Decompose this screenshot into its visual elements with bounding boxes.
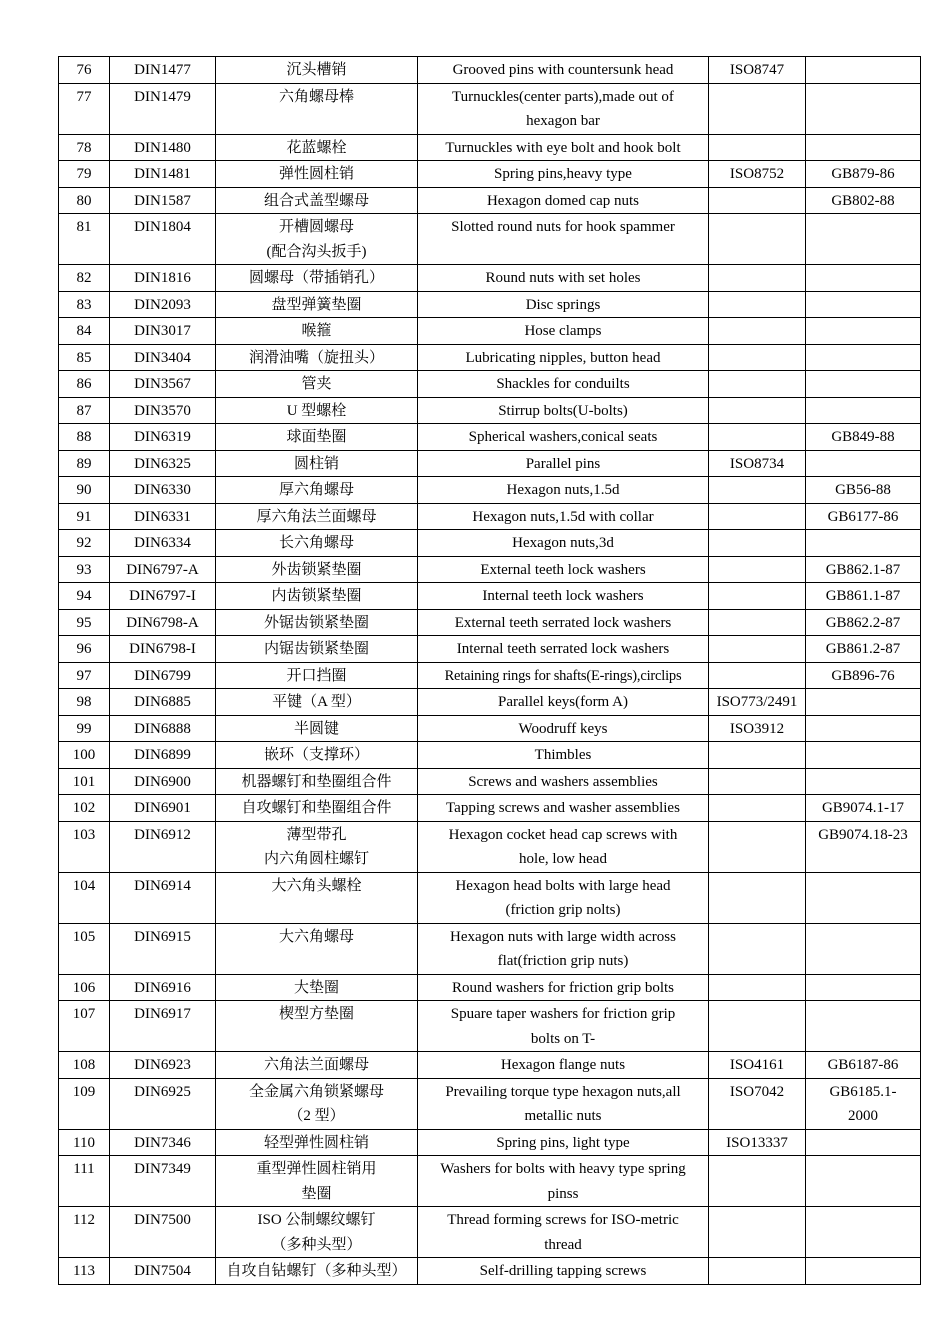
english-name-cell: Spring pins,heavy type: [418, 161, 709, 188]
gb-code-cell: [806, 1156, 921, 1207]
gb-code-cell: [806, 291, 921, 318]
chinese-name-cell: 圆柱销: [216, 450, 418, 477]
row-number-cell: 111: [59, 1156, 110, 1207]
chinese-name-cell: 嵌环（支撑环）: [216, 742, 418, 769]
din-code-cell: DIN1480: [110, 134, 216, 161]
gb-code-cell: [806, 344, 921, 371]
table-row: [59, 1258, 921, 1285]
table-row: [59, 872, 921, 923]
english-name-cell: Internal teeth serrated lock washers: [418, 636, 709, 663]
gb-code-cell: GB849-88: [806, 424, 921, 451]
row-number-cell: 110: [59, 1129, 110, 1156]
iso-code-cell: [709, 556, 806, 583]
table-row: [59, 1001, 921, 1052]
iso-code-cell: [709, 503, 806, 530]
din-code-cell: DIN6798-I: [110, 636, 216, 663]
english-name-cell: Hexagon nuts,3d: [418, 530, 709, 557]
chinese-name-cell: 自攻螺钉和垫圈组合件: [216, 795, 418, 822]
table-row: [59, 1052, 921, 1079]
din-code-cell: DIN6916: [110, 974, 216, 1001]
din-code-cell: DIN3567: [110, 371, 216, 398]
table-row: [59, 344, 921, 371]
iso-code-cell: [709, 530, 806, 557]
chinese-name-cell: 半圆键: [216, 715, 418, 742]
chinese-name-cell: 沉头槽销: [216, 57, 418, 84]
din-code-cell: DIN6899: [110, 742, 216, 769]
english-name-cell: Round nuts with set holes: [418, 265, 709, 292]
chinese-name-cell: 球面垫圈: [216, 424, 418, 451]
table-row: [59, 187, 921, 214]
gb-code-cell: [806, 742, 921, 769]
chinese-name-cell: 重型弹性圆柱销用 垫圈: [216, 1156, 418, 1207]
iso-code-cell: ISO773/2491: [709, 689, 806, 716]
din-code-cell: DIN6334: [110, 530, 216, 557]
row-number-cell: 90: [59, 477, 110, 504]
din-code-cell: DIN2093: [110, 291, 216, 318]
english-name-cell: Hexagon nuts with large width across flat(friction grip nuts): [418, 923, 709, 974]
iso-code-cell: [709, 974, 806, 1001]
table-row: [59, 503, 921, 530]
chinese-name-cell: 管夹: [216, 371, 418, 398]
chinese-name-cell: 自攻自钻螺钉（多种头型）: [216, 1258, 418, 1285]
gb-code-cell: GB6177-86: [806, 503, 921, 530]
row-number-cell: 79: [59, 161, 110, 188]
iso-code-cell: [709, 397, 806, 424]
din-code-cell: DIN6900: [110, 768, 216, 795]
iso-code-cell: [709, 1258, 806, 1285]
row-number-cell: 96: [59, 636, 110, 663]
table-row: [59, 530, 921, 557]
english-name-cell: Hexagon head bolts with large head (friction grip nolts): [418, 872, 709, 923]
chinese-name-cell: 楔型方垫圈: [216, 1001, 418, 1052]
table-row: [59, 371, 921, 398]
english-name-cell: Turnuckles(center parts),made out of hexagon bar: [418, 83, 709, 134]
table-row: [59, 318, 921, 345]
gb-code-cell: [806, 1258, 921, 1285]
chinese-name-cell: 六角法兰面螺母: [216, 1052, 418, 1079]
english-name-cell: Spring pins, light type: [418, 1129, 709, 1156]
row-number-cell: 93: [59, 556, 110, 583]
chinese-name-cell: 全金属六角锁紧螺母 （2 型）: [216, 1078, 418, 1129]
chinese-name-cell: 长六角螺母: [216, 530, 418, 557]
chinese-name-cell: 内锯齿锁紧垫圈: [216, 636, 418, 663]
din-code-cell: DIN6330: [110, 477, 216, 504]
iso-code-cell: [709, 344, 806, 371]
row-number-cell: 101: [59, 768, 110, 795]
english-name-cell: External teeth serrated lock washers: [418, 609, 709, 636]
gb-code-cell: GB9074.1-17: [806, 795, 921, 822]
iso-code-cell: [709, 83, 806, 134]
row-number-cell: 89: [59, 450, 110, 477]
table-row: [59, 609, 921, 636]
iso-code-cell: [709, 872, 806, 923]
table-row: [59, 1156, 921, 1207]
iso-code-cell: ISO8734: [709, 450, 806, 477]
row-number-cell: 113: [59, 1258, 110, 1285]
iso-code-cell: [709, 609, 806, 636]
chinese-name-cell: 大垫圈: [216, 974, 418, 1001]
din-code-cell: DIN1816: [110, 265, 216, 292]
english-name-cell: Prevailing torque type hexagon nuts,all metallic nuts: [418, 1078, 709, 1129]
iso-code-cell: [709, 214, 806, 265]
gb-code-cell: [806, 974, 921, 1001]
chinese-name-cell: 弹性圆柱销: [216, 161, 418, 188]
din-code-cell: DIN7349: [110, 1156, 216, 1207]
gb-code-cell: GB861.2-87: [806, 636, 921, 663]
din-code-cell: DIN6325: [110, 450, 216, 477]
din-code-cell: DIN1479: [110, 83, 216, 134]
iso-code-cell: [709, 1207, 806, 1258]
iso-code-cell: [709, 134, 806, 161]
gb-code-cell: GB56-88: [806, 477, 921, 504]
gb-code-cell: [806, 530, 921, 557]
table-row: [59, 161, 921, 188]
gb-code-cell: GB879-86: [806, 161, 921, 188]
english-name-cell: Spuare taper washers for friction grip bolts on T-: [418, 1001, 709, 1052]
din-code-cell: DIN7504: [110, 1258, 216, 1285]
english-name-cell: Grooved pins with countersunk head: [418, 57, 709, 84]
english-name-cell: Self-drilling tapping screws: [418, 1258, 709, 1285]
english-name-cell: Screws and washers assemblies: [418, 768, 709, 795]
english-name-cell: Parallel keys(form A): [418, 689, 709, 716]
din-code-cell: DIN6797-I: [110, 583, 216, 610]
english-name-cell: Lubricating nipples, button head: [418, 344, 709, 371]
iso-code-cell: [709, 923, 806, 974]
table-row: [59, 424, 921, 451]
iso-code-cell: [709, 1001, 806, 1052]
table-row: [59, 662, 921, 689]
row-number-cell: 85: [59, 344, 110, 371]
din-code-cell: DIN3570: [110, 397, 216, 424]
english-name-cell: Hose clamps: [418, 318, 709, 345]
row-number-cell: 86: [59, 371, 110, 398]
chinese-name-cell: 六角螺母棒: [216, 83, 418, 134]
gb-code-cell: [806, 768, 921, 795]
iso-code-cell: [709, 583, 806, 610]
chinese-name-cell: 内齿锁紧垫圈: [216, 583, 418, 610]
iso-code-cell: [709, 742, 806, 769]
chinese-name-cell: 厚六角法兰面螺母: [216, 503, 418, 530]
row-number-cell: 105: [59, 923, 110, 974]
gb-code-cell: [806, 689, 921, 716]
row-number-cell: 100: [59, 742, 110, 769]
table-row: [59, 1078, 921, 1129]
din-code-cell: DIN6797-A: [110, 556, 216, 583]
iso-code-cell: [709, 424, 806, 451]
table-row: [59, 715, 921, 742]
english-name-cell: Parallel pins: [418, 450, 709, 477]
row-number-cell: 109: [59, 1078, 110, 1129]
din-code-cell: DIN1477: [110, 57, 216, 84]
english-name-cell: Retaining rings for shafts(E-rings),circlips: [418, 662, 709, 689]
gb-code-cell: [806, 214, 921, 265]
gb-code-cell: [806, 134, 921, 161]
gb-code-cell: [806, 1129, 921, 1156]
table-row: [59, 821, 921, 872]
row-number-cell: 107: [59, 1001, 110, 1052]
table-row: [59, 974, 921, 1001]
gb-code-cell: [806, 450, 921, 477]
din-code-cell: DIN6914: [110, 872, 216, 923]
gb-code-cell: [806, 923, 921, 974]
chinese-name-cell: 大六角螺母: [216, 923, 418, 974]
din-code-cell: DIN6901: [110, 795, 216, 822]
table-row: [59, 1207, 921, 1258]
table-row: [59, 795, 921, 822]
table-row: [59, 923, 921, 974]
chinese-name-cell: 开槽圆螺母 (配合沟头扳手): [216, 214, 418, 265]
english-name-cell: Hexagon cocket head cap screws with hole, low head: [418, 821, 709, 872]
table-row: [59, 583, 921, 610]
english-name-cell: Woodruff keys: [418, 715, 709, 742]
chinese-name-cell: 开口挡圈: [216, 662, 418, 689]
row-number-cell: 76: [59, 57, 110, 84]
gb-code-cell: GB6187-86: [806, 1052, 921, 1079]
table-row: [59, 83, 921, 134]
chinese-name-cell: 组合式盖型螺母: [216, 187, 418, 214]
gb-code-cell: GB862.1-87: [806, 556, 921, 583]
english-name-cell: Round washers for friction grip bolts: [418, 974, 709, 1001]
din-code-cell: DIN6912: [110, 821, 216, 872]
din-code-cell: DIN1481: [110, 161, 216, 188]
din-code-cell: DIN7346: [110, 1129, 216, 1156]
din-code-cell: DIN3017: [110, 318, 216, 345]
gb-code-cell: GB862.2-87: [806, 609, 921, 636]
chinese-name-cell: 外齿锁紧垫圈: [216, 556, 418, 583]
iso-code-cell: [709, 187, 806, 214]
chinese-name-cell: 大六角头螺栓: [216, 872, 418, 923]
row-number-cell: 97: [59, 662, 110, 689]
iso-code-cell: [709, 477, 806, 504]
english-name-cell: Hexagon flange nuts: [418, 1052, 709, 1079]
row-number-cell: 98: [59, 689, 110, 716]
gb-code-cell: [806, 1207, 921, 1258]
chinese-name-cell: 厚六角螺母: [216, 477, 418, 504]
iso-code-cell: [709, 265, 806, 292]
table-row: [59, 742, 921, 769]
english-name-cell: External teeth lock washers: [418, 556, 709, 583]
iso-code-cell: ISO3912: [709, 715, 806, 742]
iso-code-cell: [709, 371, 806, 398]
gb-code-cell: GB9074.18-23: [806, 821, 921, 872]
row-number-cell: 112: [59, 1207, 110, 1258]
row-number-cell: 106: [59, 974, 110, 1001]
iso-code-cell: [709, 291, 806, 318]
din-code-cell: DIN6917: [110, 1001, 216, 1052]
din-code-cell: DIN6331: [110, 503, 216, 530]
gb-code-cell: GB802-88: [806, 187, 921, 214]
row-number-cell: 104: [59, 872, 110, 923]
din-code-cell: DIN6915: [110, 923, 216, 974]
iso-code-cell: [709, 662, 806, 689]
gb-code-cell: [806, 872, 921, 923]
gb-code-cell: [806, 265, 921, 292]
chinese-name-cell: 薄型带孔 内六角圆柱螺钉: [216, 821, 418, 872]
din-code-cell: DIN6319: [110, 424, 216, 451]
row-number-cell: 84: [59, 318, 110, 345]
row-number-cell: 82: [59, 265, 110, 292]
gb-code-cell: [806, 1001, 921, 1052]
table-row: [59, 291, 921, 318]
table-row: [59, 689, 921, 716]
row-number-cell: 94: [59, 583, 110, 610]
row-number-cell: 87: [59, 397, 110, 424]
chinese-name-cell: 润滑油嘴（旋扭头）: [216, 344, 418, 371]
iso-code-cell: ISO13337: [709, 1129, 806, 1156]
standards-table: [58, 56, 921, 1285]
din-code-cell: DIN6885: [110, 689, 216, 716]
iso-code-cell: [709, 795, 806, 822]
english-name-cell: Hexagon domed cap nuts: [418, 187, 709, 214]
gb-code-cell: [806, 397, 921, 424]
chinese-name-cell: 外锯齿锁紧垫圈: [216, 609, 418, 636]
english-name-cell: Slotted round nuts for hook spammer: [418, 214, 709, 265]
iso-code-cell: ISO8752: [709, 161, 806, 188]
table-row: [59, 57, 921, 84]
english-name-cell: Stirrup bolts(U-bolts): [418, 397, 709, 424]
english-name-cell: Washers for bolts with heavy type spring pinss: [418, 1156, 709, 1207]
iso-code-cell: [709, 821, 806, 872]
din-code-cell: DIN7500: [110, 1207, 216, 1258]
iso-code-cell: [709, 768, 806, 795]
iso-code-cell: ISO7042: [709, 1078, 806, 1129]
english-name-cell: Disc springs: [418, 291, 709, 318]
gb-code-cell: [806, 318, 921, 345]
din-code-cell: DIN6888: [110, 715, 216, 742]
english-name-cell: Hexagon nuts,1.5d with collar: [418, 503, 709, 530]
table-body: [59, 57, 921, 1285]
table-row: [59, 450, 921, 477]
iso-code-cell: [709, 318, 806, 345]
row-number-cell: 80: [59, 187, 110, 214]
gb-code-cell: [806, 57, 921, 84]
row-number-cell: 81: [59, 214, 110, 265]
gb-code-cell: GB6185.1- 2000: [806, 1078, 921, 1129]
chinese-name-cell: 平键（A 型）: [216, 689, 418, 716]
din-code-cell: DIN1804: [110, 214, 216, 265]
table-row: [59, 768, 921, 795]
gb-code-cell: [806, 371, 921, 398]
table-row: [59, 214, 921, 265]
chinese-name-cell: U 型螺栓: [216, 397, 418, 424]
english-name-cell: Shackles for conduilts: [418, 371, 709, 398]
chinese-name-cell: 盘型弹簧垫圈: [216, 291, 418, 318]
english-name-cell: Turnuckles with eye bolt and hook bolt: [418, 134, 709, 161]
chinese-name-cell: ISO 公制螺纹螺钉 （多种头型）: [216, 1207, 418, 1258]
row-number-cell: 77: [59, 83, 110, 134]
chinese-name-cell: 喉箍: [216, 318, 418, 345]
din-code-cell: DIN6925: [110, 1078, 216, 1129]
table-row: [59, 636, 921, 663]
row-number-cell: 91: [59, 503, 110, 530]
english-name-cell: Thimbles: [418, 742, 709, 769]
row-number-cell: 102: [59, 795, 110, 822]
din-code-cell: DIN6798-A: [110, 609, 216, 636]
iso-code-cell: ISO4161: [709, 1052, 806, 1079]
row-number-cell: 88: [59, 424, 110, 451]
gb-code-cell: GB861.1-87: [806, 583, 921, 610]
chinese-name-cell: 圆螺母（带插销孔）: [216, 265, 418, 292]
table-row: [59, 477, 921, 504]
table-row: [59, 397, 921, 424]
row-number-cell: 108: [59, 1052, 110, 1079]
row-number-cell: 92: [59, 530, 110, 557]
row-number-cell: 78: [59, 134, 110, 161]
row-number-cell: 99: [59, 715, 110, 742]
chinese-name-cell: 轻型弹性圆柱销: [216, 1129, 418, 1156]
iso-code-cell: [709, 636, 806, 663]
din-code-cell: DIN6799: [110, 662, 216, 689]
iso-code-cell: [709, 1156, 806, 1207]
row-number-cell: 83: [59, 291, 110, 318]
english-name-cell: Internal teeth lock washers: [418, 583, 709, 610]
table-row: [59, 134, 921, 161]
english-name-cell: Spherical washers,conical seats: [418, 424, 709, 451]
table-row: [59, 265, 921, 292]
gb-code-cell: GB896-76: [806, 662, 921, 689]
english-name-cell: Hexagon nuts,1.5d: [418, 477, 709, 504]
table-row: [59, 1129, 921, 1156]
row-number-cell: 95: [59, 609, 110, 636]
din-code-cell: DIN1587: [110, 187, 216, 214]
din-code-cell: DIN3404: [110, 344, 216, 371]
row-number-cell: 103: [59, 821, 110, 872]
english-name-cell: Tapping screws and washer assemblies: [418, 795, 709, 822]
english-name-cell: Thread forming screws for ISO-metric thread: [418, 1207, 709, 1258]
chinese-name-cell: 花蓝螺栓: [216, 134, 418, 161]
din-code-cell: DIN6923: [110, 1052, 216, 1079]
iso-code-cell: ISO8747: [709, 57, 806, 84]
gb-code-cell: [806, 83, 921, 134]
chinese-name-cell: 机器螺钉和垫圈组合件: [216, 768, 418, 795]
table-row: [59, 556, 921, 583]
gb-code-cell: [806, 715, 921, 742]
